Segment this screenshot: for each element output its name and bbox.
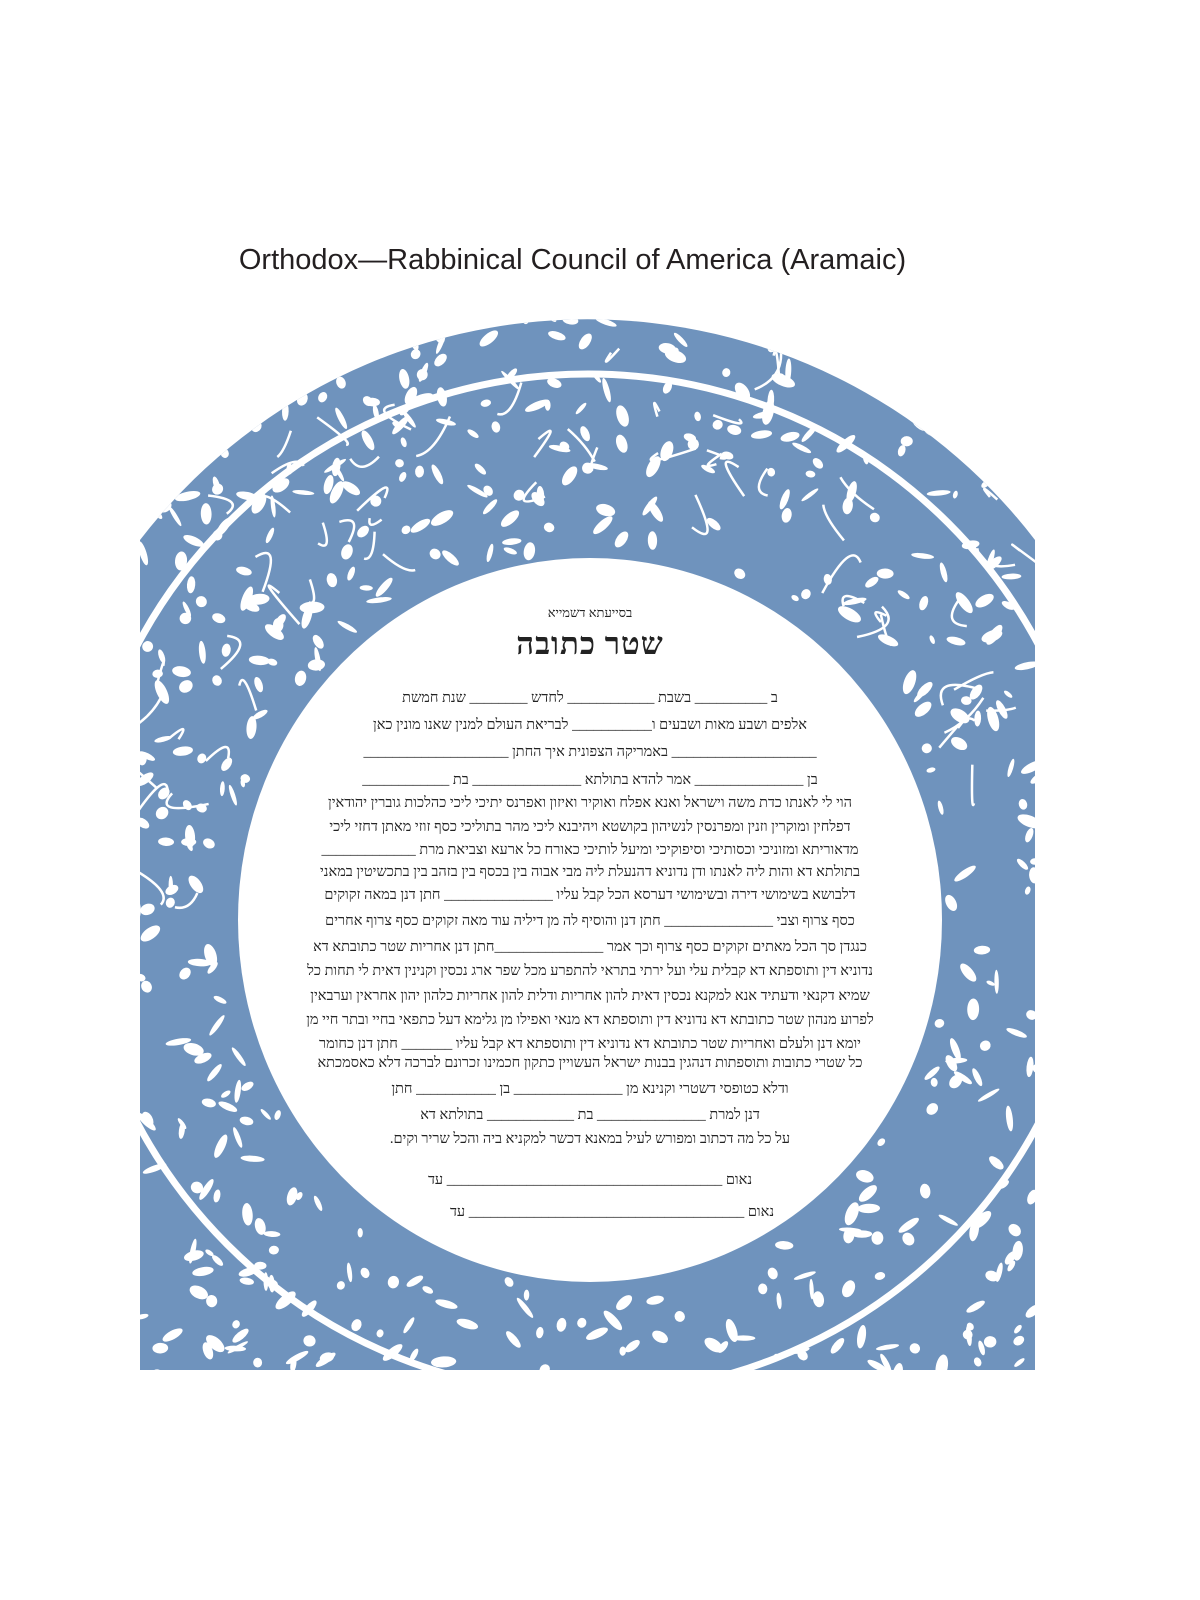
- ketubah-text-line: הוי לי לאנתו כדת משה וישראל ואנא אפלח ואוקיר ואיזון ואפרנס יתיכי ליכי כהלכות גוברין יהודאין: [328, 795, 852, 811]
- ketubah-text-line: דלבושא בשימושי דירה ובשימושי דערסא הכל קבל עליו _______________ חתן דנן במאה זקוקים: [324, 887, 856, 903]
- ketubah-text-line: דפלחין ומוקרין וזנין ומפרנסין לנשיהון בקושטא ויהיבנא ליכי מהר בתוליכי כסף זוזי מאתן דחזי ליכי: [329, 819, 851, 835]
- ketubah-text-line: שמיא דקנאי ודעתיד אנא למקנא נכסין דאית להון אחריות ודלית להון אחריות כלהון יהון אחראין וערבאין: [310, 988, 870, 1004]
- ketubah-text-line: ב __________ בשבת ____________ לחדש ________ שנת חמשת: [402, 690, 778, 706]
- ketubah-text-line: ____________________ באמריקה הצפונית איך החתן ____________________: [363, 744, 817, 760]
- witness-line-1: נאום ______________________________________ עד: [427, 1172, 753, 1188]
- ketubah-title: שטר כתובה: [516, 626, 664, 661]
- ketubah-text-line: על כל מה דכתוב ומפורש לעיל במאנא דכשר למקניא ביה והכל שריר וקים.: [389, 1131, 791, 1147]
- ketubah-text-line: מדאוריתא ומזוניכי וכסותיכי וסיפוקיכי ומיעל לותיכי כאורח כל ארעא וצביאת מרת _____________: [321, 842, 859, 858]
- ketubah-text-line: אלפים ושבע מאות ושבעים ו___________ לבריאת העולם למנין שאנו מונין כאן: [373, 717, 807, 733]
- ketubah-header: בסייעתא דשמייא: [547, 605, 633, 620]
- ketubah-text-line: בן _______________ אמר להדא בתולתא _______________ בת ____________: [362, 772, 818, 788]
- ketubah-text-line: דנן למרת _______________ בת ____________ בתולתא דא: [420, 1107, 760, 1123]
- ketubah-text-line: כנגדן סך הכל מאתים זקוקים כסף צרוף וכך אמר _______________חתן דנן אחריות שטר כתובתא דא: [313, 939, 867, 955]
- page-title: Orthodox—Rabbinical Council of America (Aramaic): [238, 244, 907, 276]
- ketubah-text-line: יומא דנן ולעלם ואחריות שטר כתובתא דא נדוניא דין ותוספתא דא קבל עליו _______ חתן דנן כחומר: [319, 1036, 861, 1052]
- ketubah-text-line: כל שטרי כתובות ותוספתות דנהגין בבנות ישראל העשויין כתקון חכמינו זכרונם לברכה דלא כאסמכתא: [317, 1055, 863, 1071]
- witness-line-2: נאום ______________________________________ עד: [449, 1204, 775, 1220]
- ketubah-text-line: ודלא כטופסי דשטרי וקנינא מן _______________ בן ___________ חתן: [391, 1081, 789, 1097]
- ketubah-text-line: לפרוע מנהון שטר כתובתא דא נדוניא דין ותוספתא דא מנאי ואפילו מן גלימא דעל כתפאי בחיי ובתר חיי מן: [306, 1012, 874, 1028]
- ketubah-text-line: כסף צרוף וצבי _______________ חתן דנן והוסיף לה מן דיליה עוד מאה זקוקים כסף צרוף אחרים: [325, 913, 855, 929]
- ketubah-text-line: בתולתא דא והות ליה לאנתו ודן נדוניא דהנעלת ליה מבי אבוה בין בכסף בין בזהב בין בתכשיטין במאני: [319, 864, 861, 880]
- ketubah-text-line: נדוניא דין ותוספתא דא קבלית עלי ועל ירתי בתראי להתפרע מכל שפר ארג נכסין וקנינין דאית לי תחות כל: [307, 963, 873, 979]
